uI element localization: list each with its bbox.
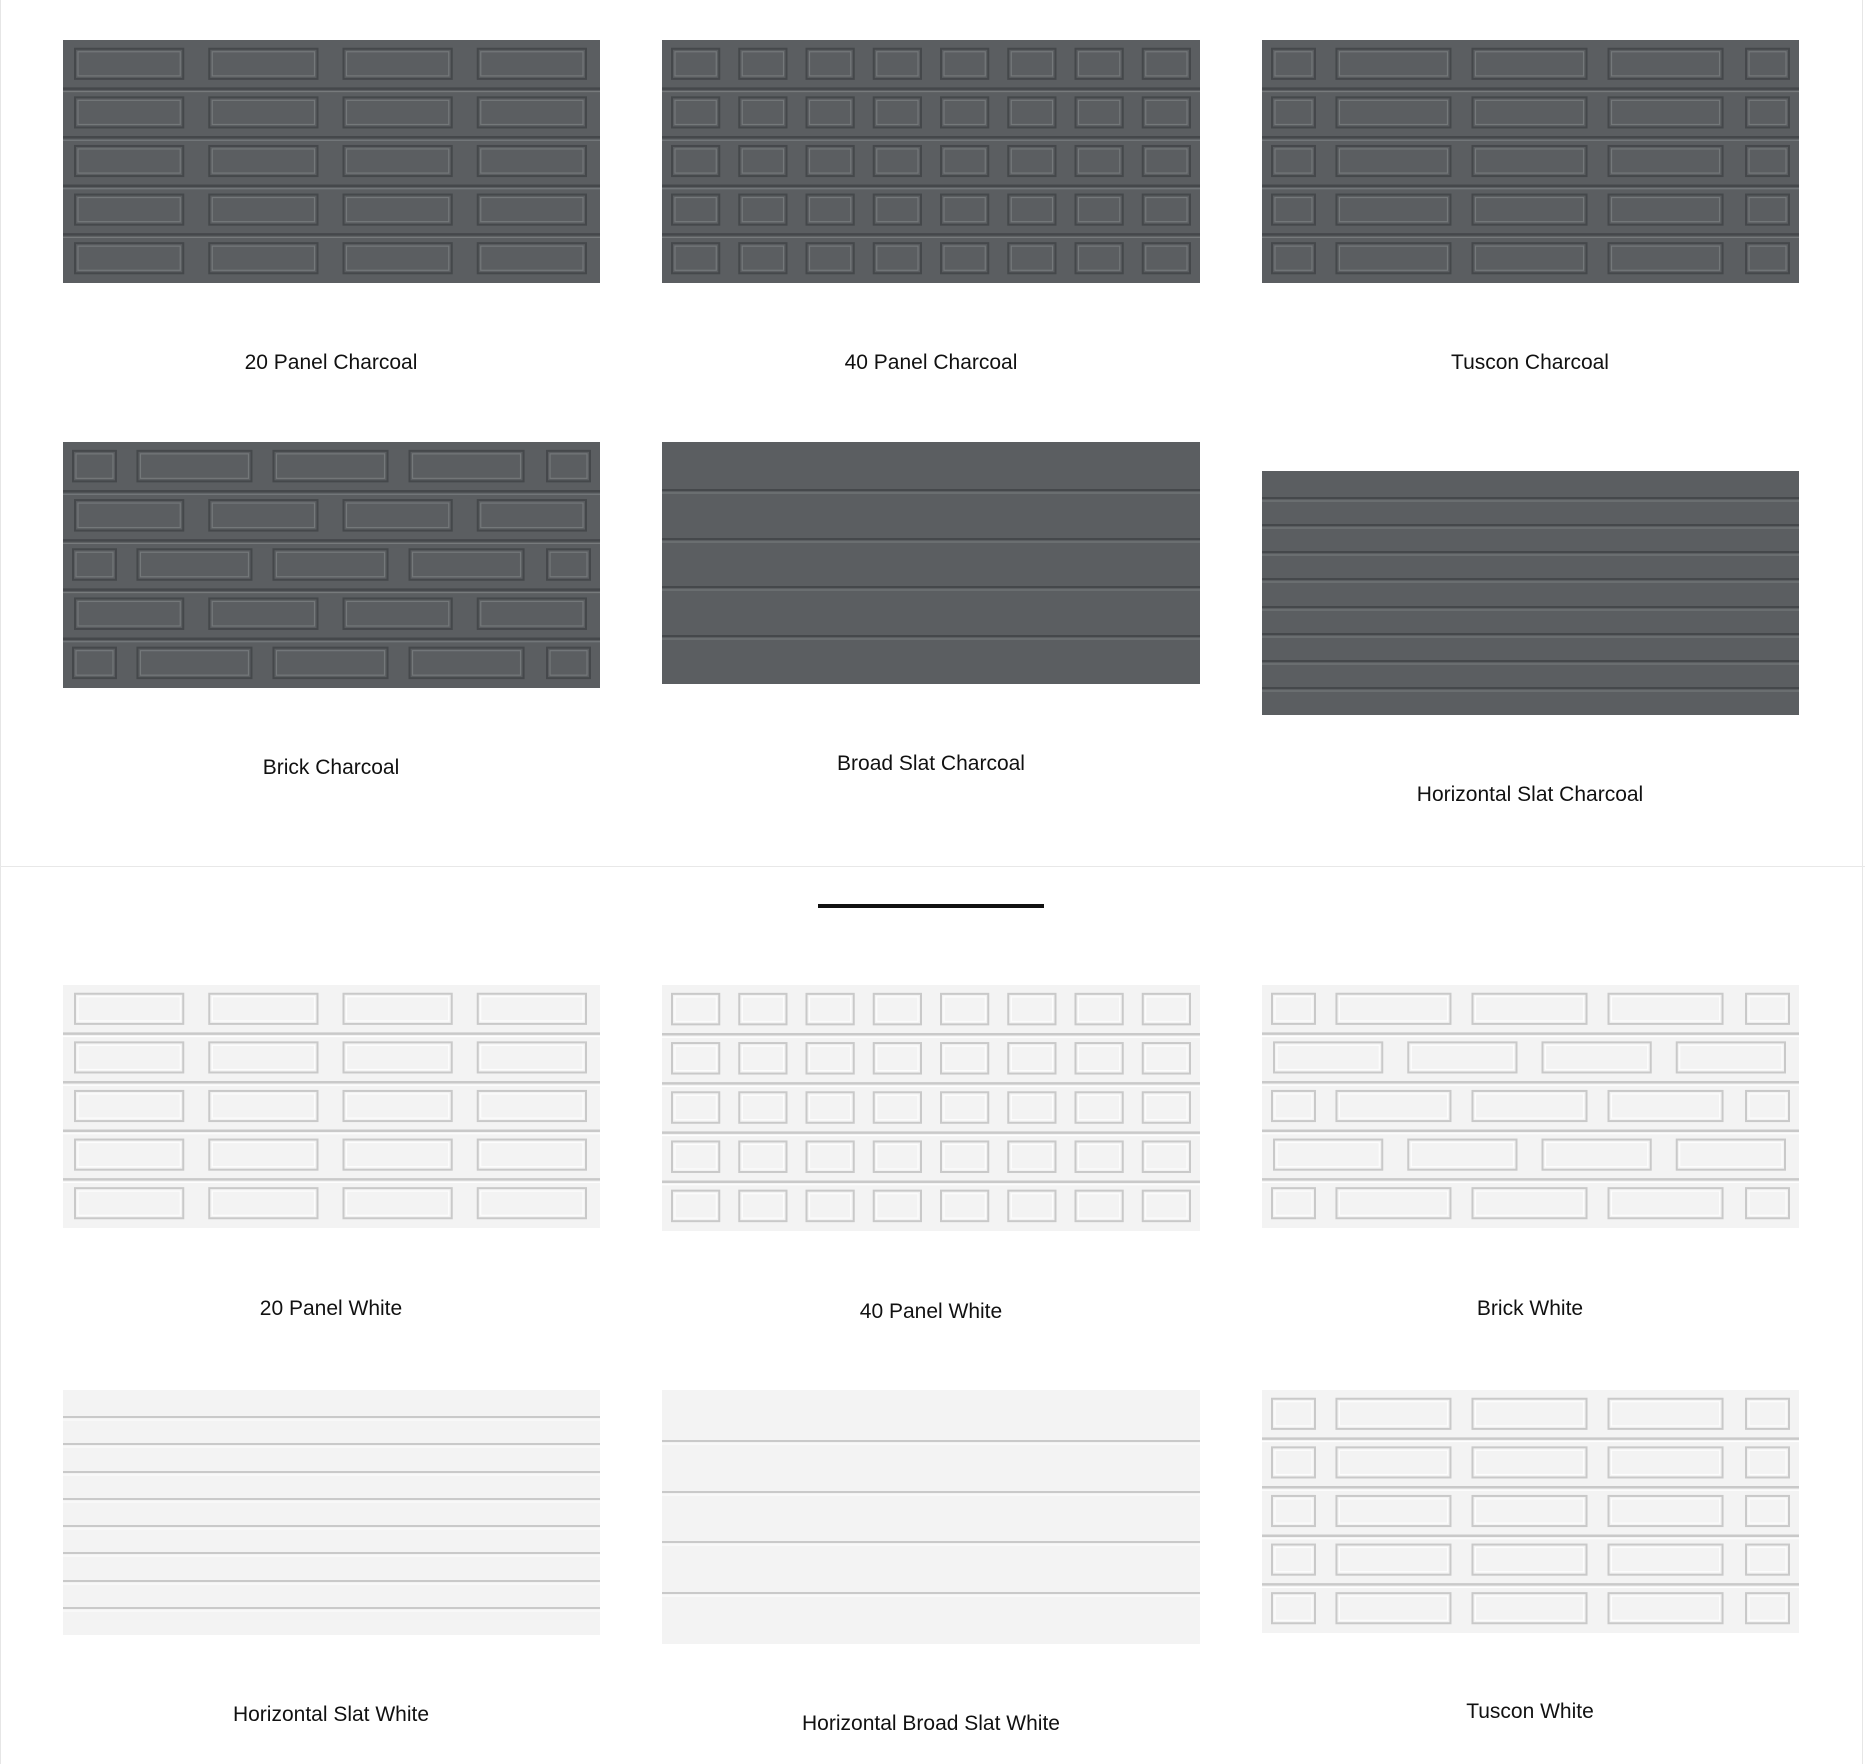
- page-border-left: [0, 0, 1, 1764]
- door-caption-broad-slat-charcoal: Broad Slat Charcoal: [837, 752, 1025, 775]
- door-caption-brick-white: Brick White: [1476, 1297, 1584, 1320]
- door-image-brick-white[interactable]: [1262, 985, 1799, 1228]
- door-texture-brick: [63, 442, 600, 688]
- door-caption-20-panel-white: 20 Panel White: [259, 1297, 403, 1320]
- door-texture-20-panel: [63, 40, 600, 283]
- door-caption-tuscon-white: Tuscon White: [1466, 1700, 1594, 1723]
- door-texture-40-panel: [662, 985, 1200, 1231]
- door-image-brick-charcoal[interactable]: [63, 442, 600, 688]
- door-texture-broad-slat: [662, 1390, 1200, 1644]
- door-caption-horizontal-broad-slat-white: Horizontal Broad Slat White: [802, 1712, 1060, 1735]
- door-image-horizontal-slat-white[interactable]: [63, 1390, 600, 1635]
- door-image-20-panel-charcoal[interactable]: [63, 40, 600, 283]
- door-image-horizontal-broad-slat-white[interactable]: [662, 1390, 1200, 1644]
- door-texture-20-panel: [63, 985, 600, 1228]
- door-texture-horizontal-slat: [63, 1390, 600, 1635]
- door-image-tuscon-white[interactable]: [1262, 1390, 1799, 1633]
- door-image-tuscon-charcoal[interactable]: [1262, 40, 1799, 283]
- door-image-40-panel-charcoal[interactable]: [662, 40, 1200, 283]
- door-texture-tuscon: [1262, 40, 1799, 283]
- door-caption-40-panel-white: 40 Panel White: [859, 1300, 1003, 1323]
- door-texture-broad-slat: [662, 442, 1200, 684]
- door-caption-horizontal-slat-charcoal: Horizontal Slat Charcoal: [1416, 783, 1644, 806]
- door-texture-brick: [1262, 985, 1799, 1228]
- door-texture-horizontal-slat: [1262, 471, 1799, 715]
- door-image-40-panel-white[interactable]: [662, 985, 1200, 1231]
- door-caption-40-panel-charcoal: 40 Panel Charcoal: [844, 351, 1018, 374]
- door-texture-tuscon: [1262, 1390, 1799, 1633]
- door-caption-20-panel-charcoal: 20 Panel Charcoal: [244, 351, 418, 374]
- door-image-horizontal-slat-charcoal[interactable]: [1262, 471, 1799, 715]
- door-caption-horizontal-slat-white: Horizontal Slat White: [232, 1703, 430, 1726]
- door-image-broad-slat-charcoal[interactable]: [662, 442, 1200, 684]
- door-caption-tuscon-charcoal: Tuscon Charcoal: [1451, 351, 1609, 374]
- page-border-right: [1862, 0, 1863, 1764]
- section-separator: [0, 866, 1865, 867]
- door-texture-40-panel: [662, 40, 1200, 283]
- door-image-20-panel-white[interactable]: [63, 985, 600, 1228]
- door-caption-brick-charcoal: Brick Charcoal: [262, 756, 400, 779]
- section-heading-underline: [818, 904, 1044, 908]
